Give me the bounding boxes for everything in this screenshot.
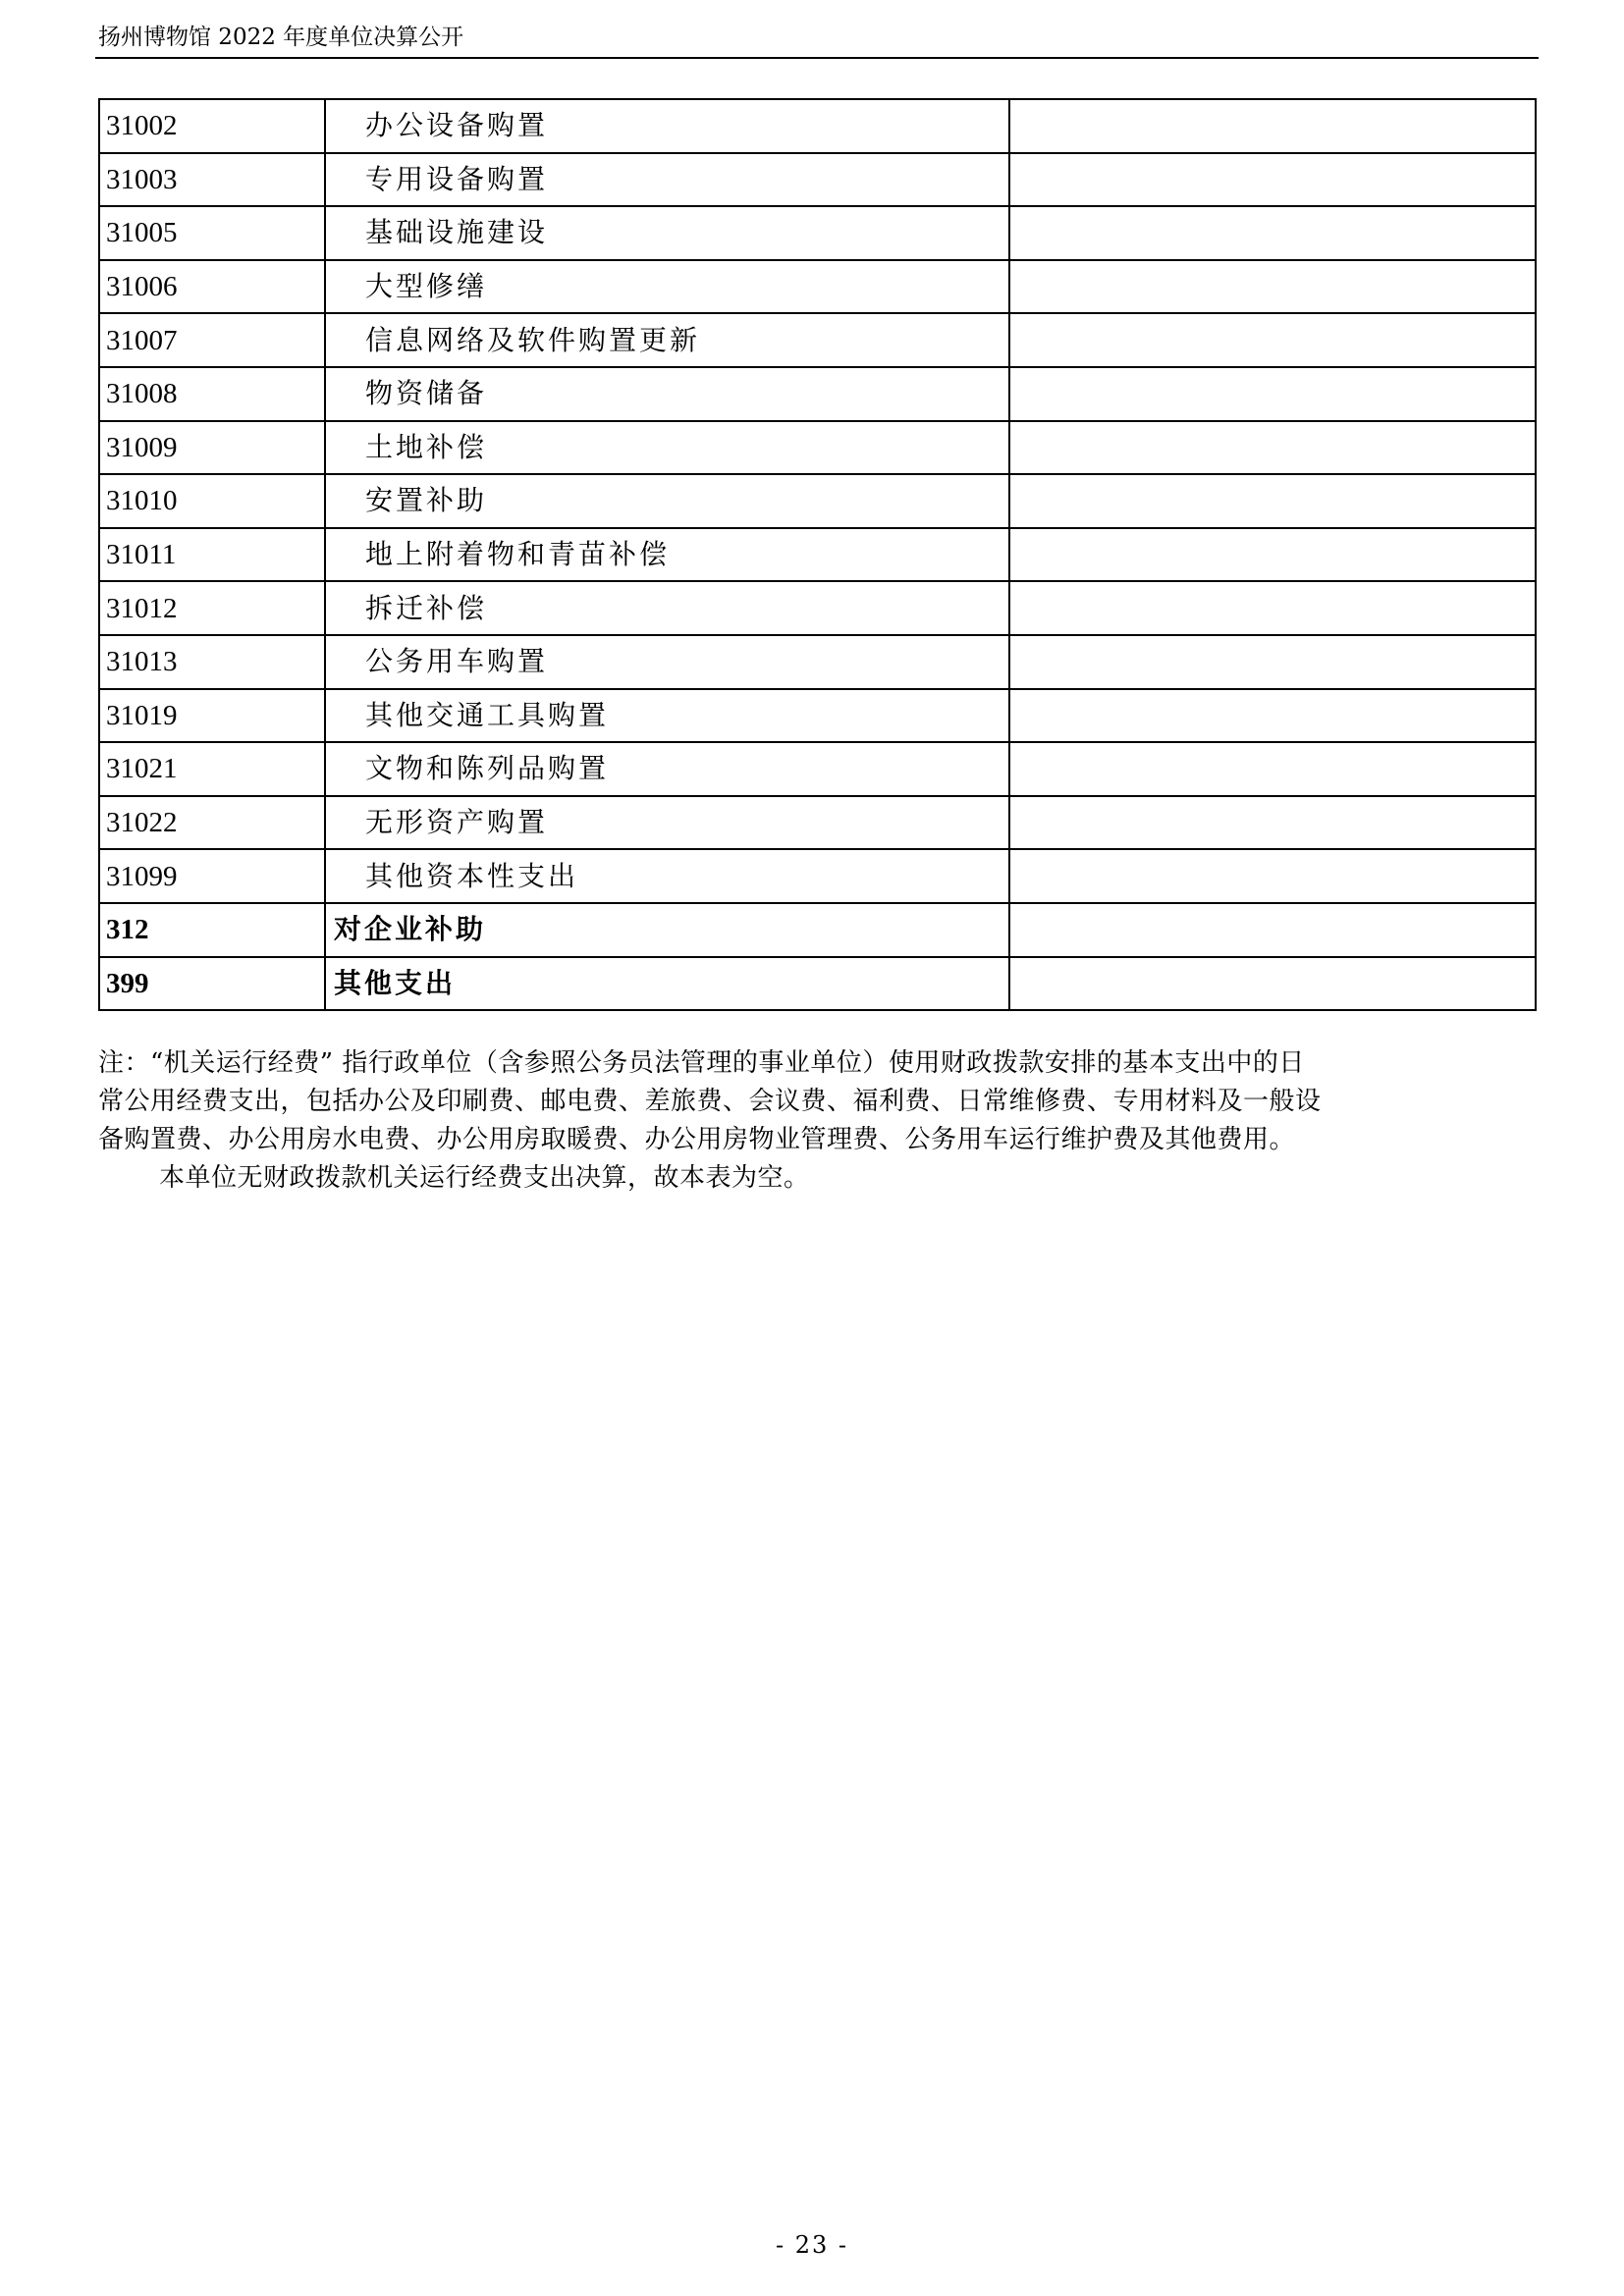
economic-code-cell: 31007	[99, 313, 325, 367]
item-name-cell: 物资储备	[325, 367, 1009, 421]
amount-cell	[1009, 742, 1536, 796]
table-row-category	[99, 903, 1536, 957]
economic-code-cell: 31099	[99, 849, 325, 903]
economic-code-cell: 31022	[99, 796, 325, 850]
table-row	[99, 849, 1536, 903]
economic-code-cell: 31012	[99, 581, 325, 635]
economic-code-cell: 31009	[99, 421, 325, 475]
item-name-cell: 文物和陈列品购置	[325, 742, 1009, 796]
item-name-cell: 无形资产购置	[325, 796, 1009, 850]
economic-code-cell: 31021	[99, 742, 325, 796]
table-note	[98, 1044, 1551, 1198]
table-row	[99, 742, 1536, 796]
item-name-cell: 其他支出	[325, 957, 1009, 1011]
table-row	[99, 474, 1536, 528]
table-row	[99, 635, 1536, 689]
economic-code-cell: 31008	[99, 367, 325, 421]
document-title: 扬州博物馆 2022 年度单位决算公开	[98, 25, 464, 50]
table-row	[99, 206, 1536, 260]
economic-code-cell: 31002	[99, 99, 325, 153]
economic-code-cell: 31010	[99, 474, 325, 528]
table-row	[99, 581, 1536, 635]
expense-table	[98, 98, 1537, 1011]
amount-cell	[1009, 260, 1536, 314]
table-row-category	[99, 957, 1536, 1011]
note-line: 常公用经费支出，包括办公及印刷费、邮电费、差旅费、会议费、福利费、日常维修费、专用材料及一般设	[98, 1087, 1322, 1116]
item-name-cell: 基础设施建设	[325, 206, 1009, 260]
amount-cell	[1009, 528, 1536, 582]
item-name-cell: 大型修缮	[325, 260, 1009, 314]
economic-code-cell: 31003	[99, 153, 325, 207]
table-row	[99, 796, 1536, 850]
note-line: 备购置费、办公用房水电费、办公用房取暖费、办公用房物业管理费、公务用车运行维护费及其他费用。	[98, 1125, 1296, 1154]
item-name-cell: 其他资本性支出	[325, 849, 1009, 903]
item-name-cell: 信息网络及软件购置更新	[325, 313, 1009, 367]
amount-cell	[1009, 849, 1536, 903]
economic-code-cell: 399	[99, 957, 325, 1011]
item-name-cell: 公务用车购置	[325, 635, 1009, 689]
amount-cell	[1009, 635, 1536, 689]
table-row	[99, 99, 1536, 153]
item-name-cell: 拆迁补偿	[325, 581, 1009, 635]
page-header	[95, 22, 1539, 59]
economic-code-cell: 31013	[99, 635, 325, 689]
amount-cell	[1009, 153, 1536, 207]
table-row	[99, 260, 1536, 314]
amount-cell	[1009, 99, 1536, 153]
economic-code-cell: 31019	[99, 689, 325, 743]
amount-cell	[1009, 903, 1536, 957]
amount-cell	[1009, 421, 1536, 475]
amount-cell	[1009, 581, 1536, 635]
economic-code-cell: 312	[99, 903, 325, 957]
table-row	[99, 313, 1536, 367]
amount-cell	[1009, 796, 1536, 850]
economic-code-cell: 31011	[99, 528, 325, 582]
amount-cell	[1009, 474, 1536, 528]
amount-cell	[1009, 313, 1536, 367]
item-name-cell: 对企业补助	[325, 903, 1009, 957]
item-name-cell: 安置补助	[325, 474, 1009, 528]
table-row	[99, 689, 1536, 743]
empty-table-statement: 本单位无财政拨款机关运行经费支出决算，故本表为空。	[159, 1163, 810, 1193]
item-name-cell: 地上附着物和青苗补偿	[325, 528, 1009, 582]
amount-cell	[1009, 206, 1536, 260]
table-row	[99, 421, 1536, 475]
item-name-cell: 专用设备购置	[325, 153, 1009, 207]
table-row	[99, 367, 1536, 421]
table-row	[99, 528, 1536, 582]
amount-cell	[1009, 367, 1536, 421]
item-name-cell: 办公设备购置	[325, 99, 1009, 153]
item-name-cell: 其他交通工具购置	[325, 689, 1009, 743]
economic-code-cell: 31006	[99, 260, 325, 314]
economic-code-cell: 31005	[99, 206, 325, 260]
note-line: 注：“机关运行经费” 指行政单位（含参照公务员法管理的事业单位）使用财政拨款安排的基本支出中的日	[98, 1048, 1305, 1078]
item-name-cell: 土地补偿	[325, 421, 1009, 475]
page-number: - 23 -	[775, 2231, 848, 2259]
amount-cell	[1009, 689, 1536, 743]
amount-cell	[1009, 957, 1536, 1011]
table-row	[99, 153, 1536, 207]
